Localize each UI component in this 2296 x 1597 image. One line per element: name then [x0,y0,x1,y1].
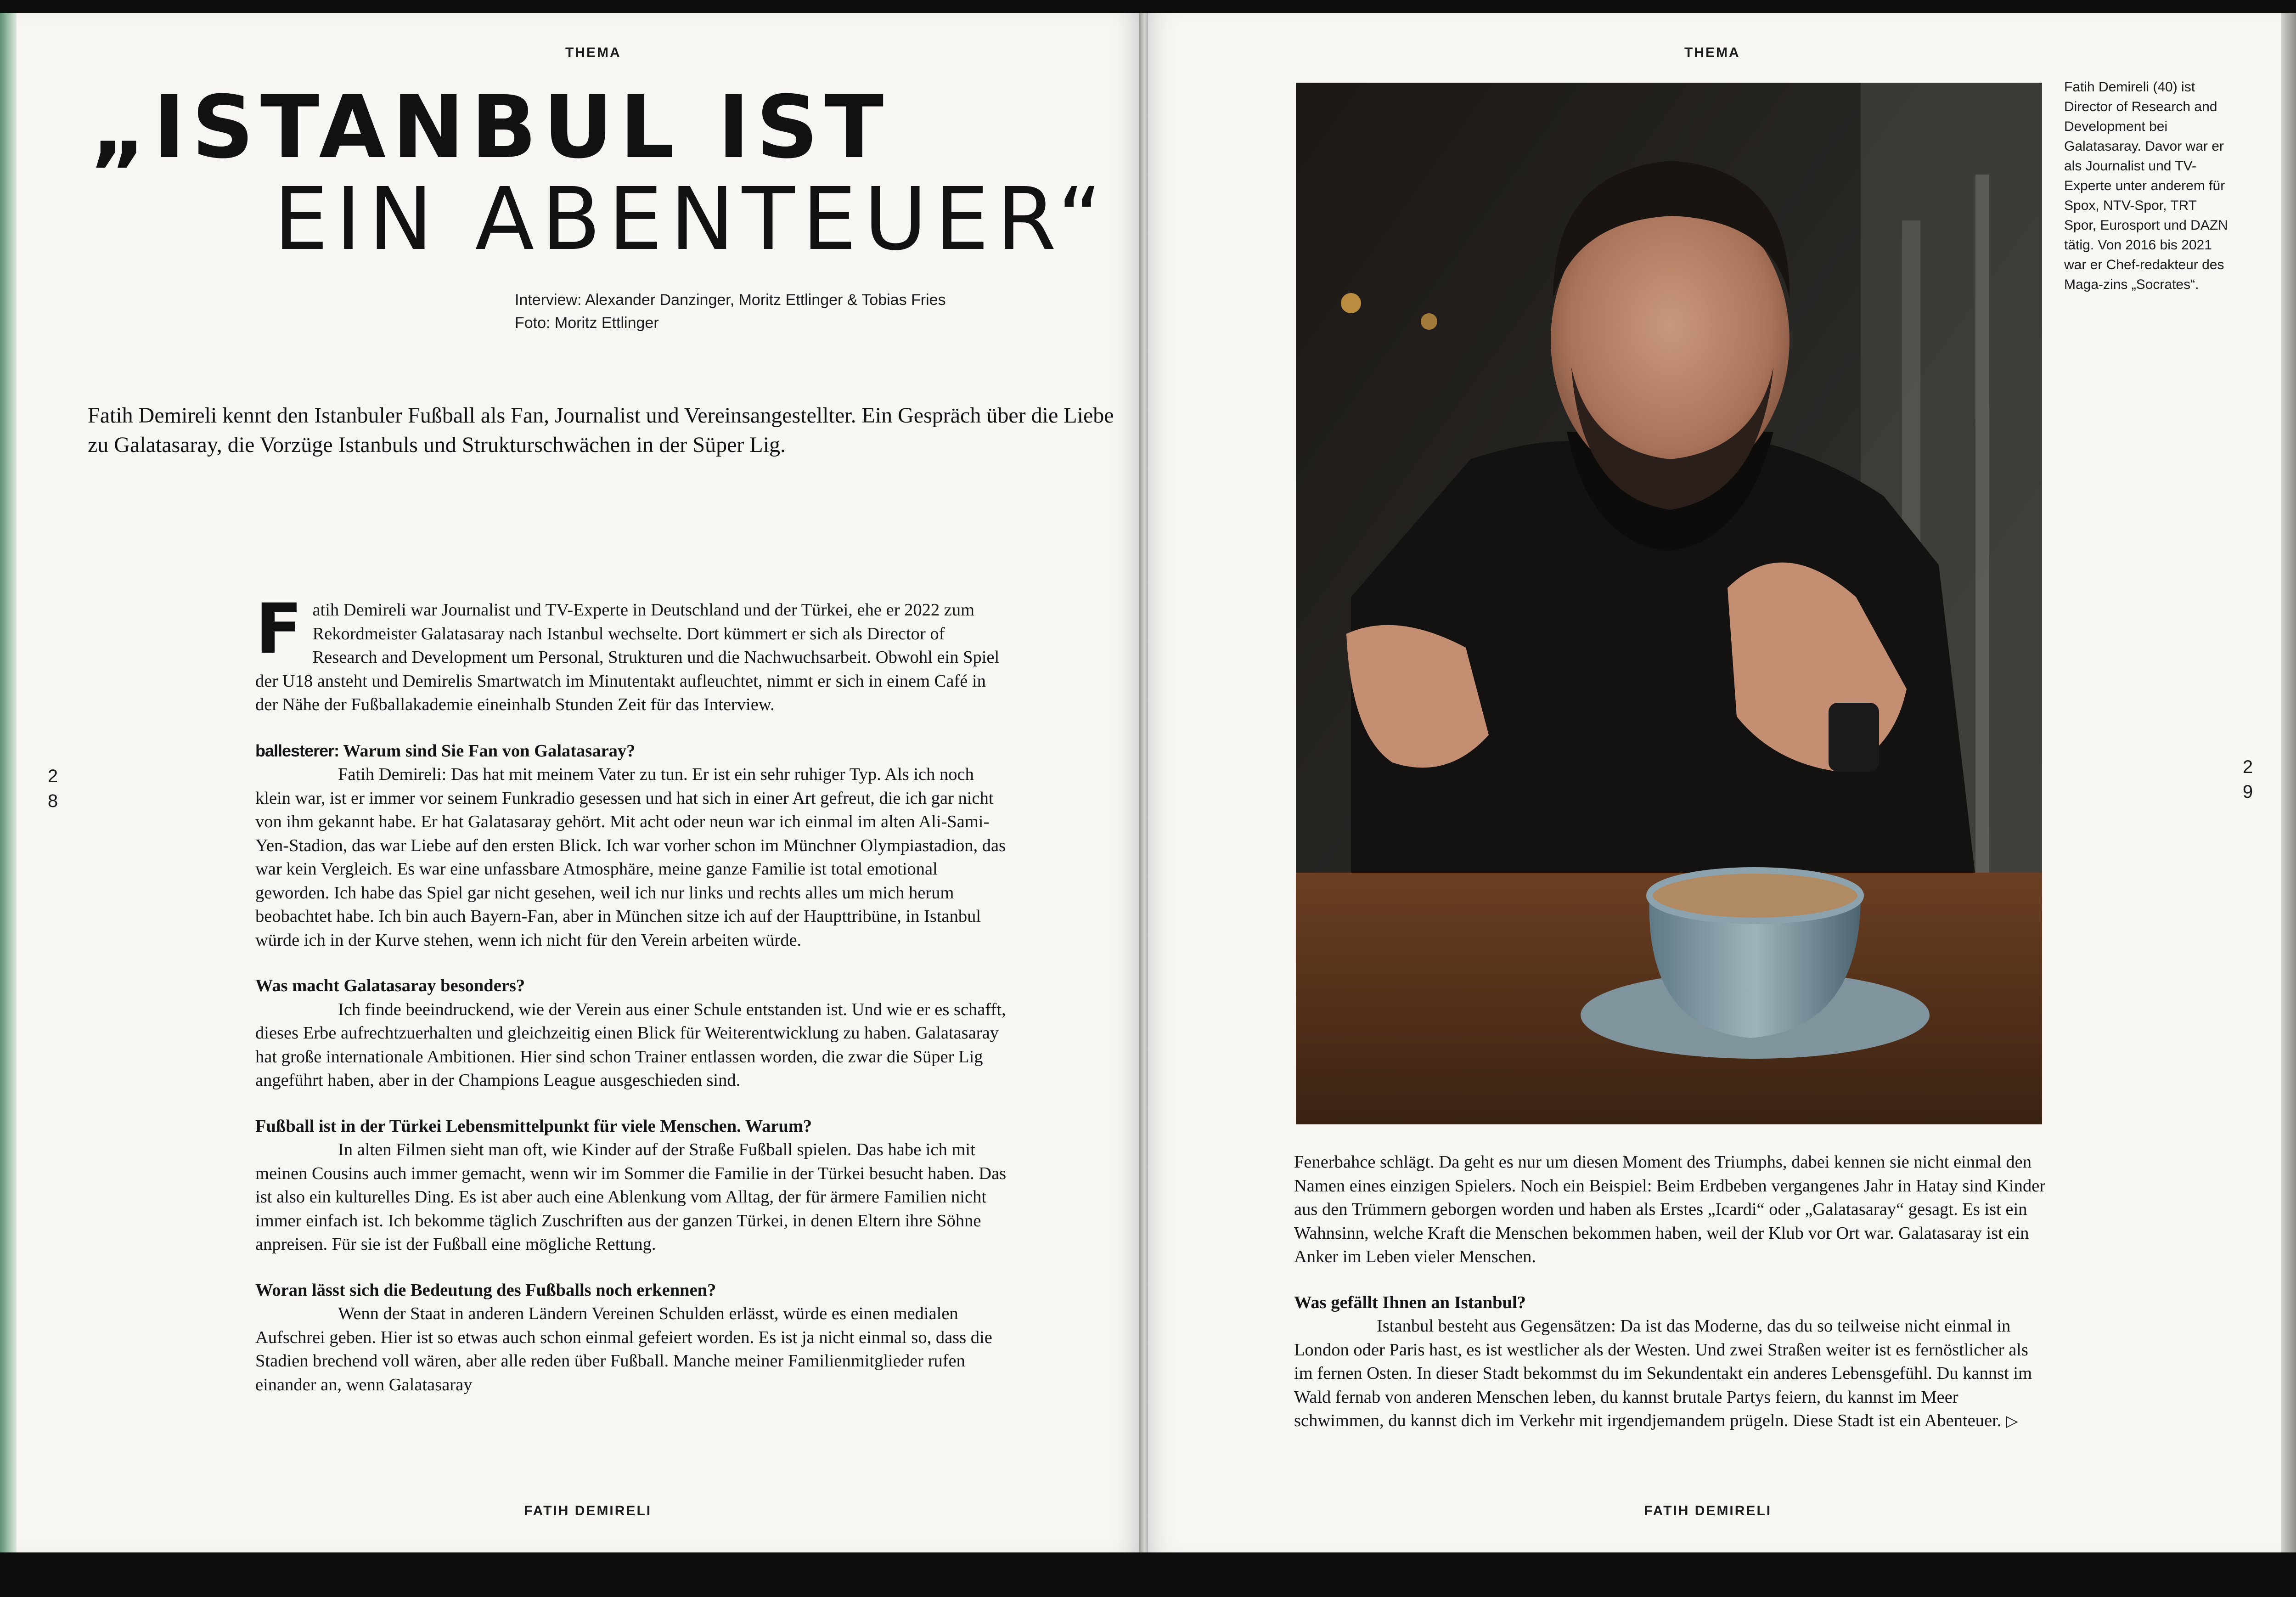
page-footer: FATIH DEMIRELI [1644,1503,1772,1518]
drop-cap: F [255,589,303,669]
page-footer: FATIH DEMIRELI [524,1503,652,1518]
question: Was gefällt Ihnen an Istanbul? [1294,1292,1526,1312]
answer: Ich finde beeindruckend, wie der Verein aus einer Schule entstanden ist. Und wie er es schafft, dieses Erbe aufrechtzuerhalten und gleichzeitig einen Blick für Weiterentwicklung zu haben. Galatasaray hat große internationale Ambitionen. Hier sind schon Trainer entlassen worden, die zwar die Süper Lig angeführt haben, aber in der Champions League ausgeschieden sind. [255,999,1006,1090]
answer: Istanbul besteht aus Gegensätzen: Da ist das Moderne, das du so teilweise nicht einmal in London oder Paris hast, es ist westlicher als der Westen. Und zwei Straßen weiter ist es fernöstlicher als im fernen Osten. In dieser Stadt bekommst du im Sekundentakt ein anderes Lebensgefühl. Du kannst im Wald fernab von anderen Menschen leben, du kannst brutale Partys feiern, du kannst im Meer schwimmen, du kannst dich im Verkehr mit irgendjemandem prügeln. Diese Stadt ist ein Abenteuer. [1294,1316,2032,1430]
page-number-digit: 9 [2242,782,2253,802]
intro-paragraph: Fatih Demireli kennt den Istanbuler Fußball als Fan, Journalist und Vereinsangestellter. Ein Gespräch über die Liebe zu Galatasaray, die Vorzüge Istanbuls und Strukturschwächen in der Süper Lig. [88,403,1114,457]
lead-text: atih Demireli war Journalist und TV-Experte in Deutschland und der Türkei, ehe er 2022 zum Rekordmeister Galatasaray nach Istanbul wechselte. Dort kümmert er sich als Director of Research and Development um Personal, Strukturen und die Nachwuchsarbeit. Obwohl ein Spiel der U18 ansteht und Demirelis Smartwatch im Minutentakt aufleuchtet, nimmt er sich in einem Café in der Nähe der Fußballakademie eineinhalb Stunden Zeit für das Interview. [255,600,1000,714]
page-number [2239,755,2257,804]
end-mark-icon: ▷ [2006,1412,2018,1430]
lead-paragraph [255,589,1008,717]
qa-block [255,1115,1008,1257]
section-label: THEMA [1684,45,1740,60]
portrait-photo [1296,83,2042,1124]
continued-paragraph: Fenerbahce schlägt. Da geht es nur um diesen Moment des Triumphs, dabei kennen sie nicht einmal den Namen eines einzigen Spielers. Noch ein Beispiel: Beim Erdbeben vergangenes Jahr in Hatay sind Kinder aus den Trümmern geborgen worden und haben als Erstes „Icardi“ oder „Galatasaray“ gesagt. Es ist ein Wahnsinn, welche Kraft die Menschen bekommen haben, weil der Klub vor Ort war. Galatasaray ist ein Anker im Leben vieler Menschen. [1294,1152,2046,1266]
answer: Wenn der Staat in anderen Ländern Vereinen Schulden erlässt, würde es einen medialen Aufschrei geben. Hier ist so etwas auch schon einmal gefeiert worden. Es ist ja nicht einmal so, dass die Stadien brechend voll wären, aber alle reden über Fußball. Manche meiner Familienmitglieder rufen einander an, wenn Galatasaray [255,1304,992,1394]
question: Was macht Galatasaray besonders? [255,976,525,995]
question: ballesterer: Warum sind Sie Fan von Galatasaray? [255,741,636,761]
qa-block [1294,1291,2047,1433]
magazine-name: ballesterer: [255,741,339,760]
page-number-digit: 2 [2242,757,2253,777]
answer: In alten Filmen sieht man oft, wie Kinder auf der Straße Fußball spielen. Das habe ich mit meinen Cousins auch immer gemacht, wenn wir im Sommer die Familie in der Türkei besucht haben. Das ist also ein kulturelles Ding. Es ist aber auch eine Ablenkung vom Alltag, der für ärmere Familien nicht immer einfach ist. Ich bekomme täglich Zuschriften aus der ganzen Türkei, in denen Eltern ihre Söhne anpreisen. Für sie ist der Fußball eine mögliche Rettung. [255,1140,1007,1254]
headline-line-2: EIN ABENTEUER“ [274,169,1109,270]
headline-line-1: „ISTANBUL IST [90,77,890,178]
book-edge [0,13,17,1552]
answer: Das hat mit meinem Vater zu tun. Er ist ein sehr ruhiger Typ. Als ich noch klein war, ist er immer vor seinem Funkradio gesessen und hat sich in einer Art gefreut, die ich gar nicht von ihm gekannt habe. Er hat Galatasaray gehört. Mit acht oder neun war ich einmal im alten Ali-Sami-Yen-Stadion, das war Liebe auf den ersten Blick. Ich war vorher schon im Münchner Olympiastadion, das war kein Vergleich. Es war eine unfassbare Atmosphäre, meine ganze Familie ist total emotional geworden. Ich habe das Spiel gar nicht gesehen, weil ich nur links und rechts alles um mich herum beobachtet habe. Ich bin auch Bayern-Fan, aber in München sitze ich auf der Haupttribüne, in Istanbul würde ich in der Kurve stehen, wenn ich nicht für den Verein arbeiten würde. [255,765,1006,950]
speaker-name: Fatih Demireli: [338,765,447,784]
qa-block [255,974,1008,1093]
book-edge [2281,13,2296,1552]
left-page [17,13,1139,1552]
section-label: THEMA [565,45,621,60]
question: Woran lässt sich die Bedeutung des Fußballs noch erkennen? [255,1280,716,1300]
page-number-digit: 2 [47,766,58,786]
page-number [44,764,62,813]
portrait-photo-graphic [1296,83,2042,1124]
page-number-digit: 8 [47,791,58,811]
photo-caption: Fatih Demireli (40) ist Director of Research and Development bei Galatasaray. Davor war er als Journalist und TV-Experte unter anderem für Spox, NTV-Spor, TRT Spor, Eurosport und DAZN tätig. Von 2016 bis 2021 war er Chef-redakteur des Maga-zins „Socrates“. [2064,79,2228,292]
question: Fußball ist in der Türkei Lebensmittelpunkt für viele Menschen. Warum? [255,1116,812,1136]
qa-block [255,1279,1008,1397]
interview-credit: Interview: Alexander Danzinger, Moritz Ettlinger & Tobias Fries [515,291,946,309]
qa-block [255,739,1008,953]
photo-credit: Foto: Moritz Ettlinger [515,314,659,332]
book-spine [1139,13,1148,1552]
right-page [1148,13,2281,1552]
article-column [255,589,1008,1419]
credits [515,288,946,334]
article-column [1294,1151,2047,1456]
